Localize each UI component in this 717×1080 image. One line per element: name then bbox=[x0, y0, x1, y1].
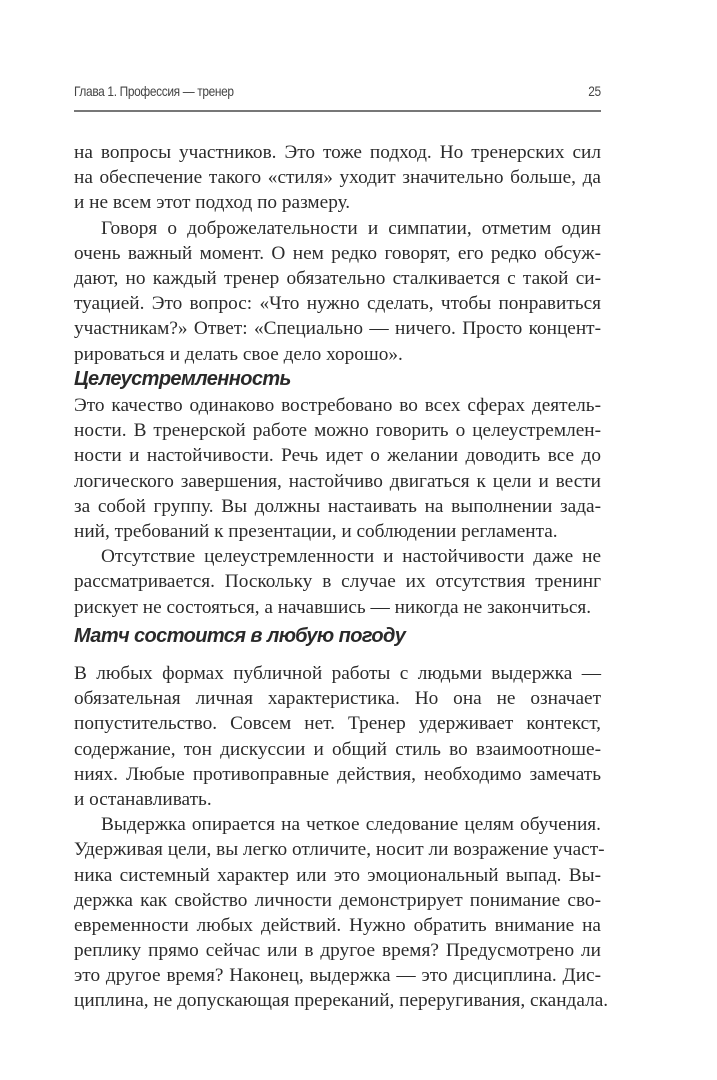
section-2-body bbox=[74, 661, 609, 1014]
paragraph bbox=[74, 812, 609, 1014]
text-line: туацией. Это вопрос: «Что нужно сделать, чтобы понравиться bbox=[74, 293, 601, 315]
text-line: Удерживая цели, вы легко отличите, носит ли возражение участ- bbox=[74, 839, 605, 861]
text-line: ника системный характер или это эмоциональный выпад. Вы- bbox=[74, 864, 601, 886]
text-line: обязательная личная характеристика. Но она не означает bbox=[74, 688, 601, 710]
text-line: на вопросы участников. Это тоже подход. Но тренерских сил bbox=[74, 142, 601, 163]
text-line: Говоря о доброжелательности и симпатии, отметим один bbox=[101, 217, 601, 239]
header-rule bbox=[74, 110, 601, 112]
text-line: рассматривается. Поскольку в случае их отсутствия тренинг bbox=[74, 571, 601, 593]
text-line: рискует не состояться, а начавшись — никогда не закончиться. bbox=[74, 596, 592, 618]
text-line: дают, но каждый тренер обязательно сталкивается с такой си- bbox=[74, 267, 601, 289]
text-line: попустительство. Совсем нет. Тренер удерживает контекст, bbox=[74, 713, 601, 735]
paragraph bbox=[74, 216, 601, 367]
section-heading-goal-orientation: Целеустремленность bbox=[74, 368, 291, 390]
section-heading-match-any-weather: Матч состоится в любую погоду bbox=[74, 625, 406, 647]
paragraph bbox=[74, 393, 601, 544]
text-line: евременности любых действий. Нужно обратить внимание на bbox=[74, 914, 601, 936]
text-line: на обеспечение такого «стиля» уходит значительно больше, да bbox=[74, 167, 601, 189]
section-0-body bbox=[74, 140, 601, 367]
chapter-title: Глава 1. Профессия — тренер bbox=[74, 83, 234, 99]
text-line: рироваться и делать свое дело хорошо». bbox=[74, 343, 403, 365]
text-line: Это качество одинаково востребовано во всех сферах деятель- bbox=[74, 395, 601, 416]
text-line: В любых формах публичной работы с людьми выдержка — bbox=[74, 663, 601, 684]
text-line: ний, требований к презентации, и соблюдении регламента. bbox=[74, 520, 558, 542]
text-line: участникам?» Ответ: «Специально — ничего. Просто концент- bbox=[74, 318, 601, 340]
text-line: и не всем этот подход по размеру. bbox=[74, 192, 351, 214]
text-line: Выдержка опирается на четкое следование целям обучения. bbox=[101, 814, 601, 836]
text-line: ниях. Любые противоправные действия, необходимо замечать bbox=[74, 763, 601, 785]
paragraph bbox=[74, 544, 601, 620]
section-1-body bbox=[74, 393, 601, 620]
text-line: Отсутствие целеустремленности и настойчивости даже не bbox=[101, 546, 601, 568]
text-line: это другое время? Наконец, выдержка — это дисциплина. Дис- bbox=[74, 965, 601, 987]
text-line: держка как свойство личности демонстрирует понимание сво- bbox=[74, 889, 601, 911]
paragraph bbox=[74, 140, 601, 216]
text-line: реплику прямо сейчас или в другое время? Предусмотрено ли bbox=[74, 940, 601, 962]
text-line: ности и настойчивости. Речь идет о желании доводить все до bbox=[74, 445, 601, 467]
text-line: и останавливать. bbox=[74, 788, 212, 810]
page-number: 25 bbox=[588, 83, 601, 99]
text-line: очень важный момент. О нем редко говорят, его редко обсуж- bbox=[74, 242, 601, 264]
text-line: содержание, тон дискуссии и общий стиль во взаимоотноше- bbox=[74, 738, 601, 760]
text-line: логического завершения, настойчиво двигаться к цели и вести bbox=[74, 470, 601, 492]
running-header bbox=[74, 83, 601, 103]
text-line: за собой группу. Вы должны настаивать на выполнении зада- bbox=[74, 495, 601, 517]
paragraph bbox=[74, 661, 601, 812]
text-line: циплина, не допускающая пререканий, переругивания, скандала. bbox=[74, 990, 609, 1012]
text-line: ности. В тренерской работе можно говорить о целеустремлен- bbox=[74, 420, 601, 442]
